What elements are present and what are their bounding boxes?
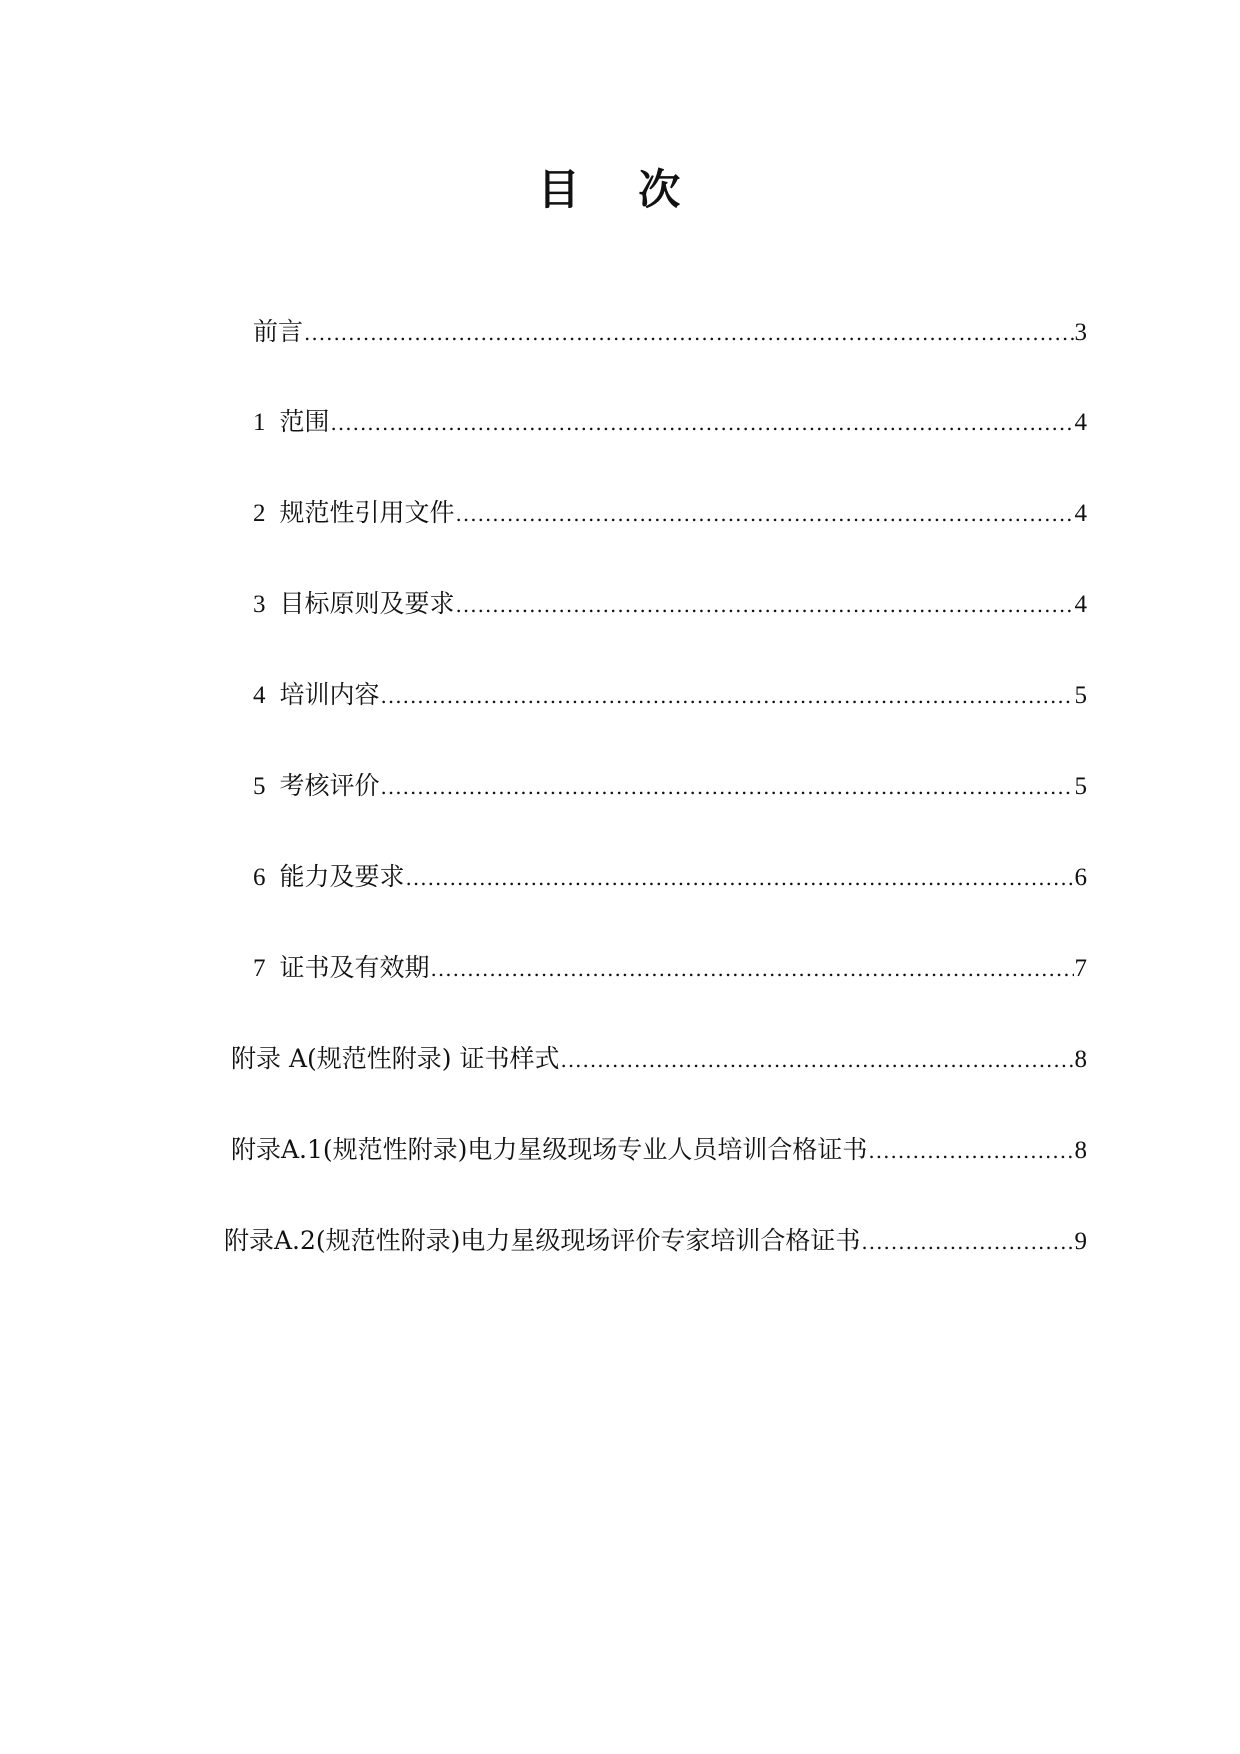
toc-entry-text: 范围 (279, 407, 330, 436)
toc-entry-number: 1 (253, 409, 266, 436)
toc-dot-leader (560, 1042, 1073, 1078)
toc-entry-label (253, 950, 430, 987)
toc-entry-label (253, 586, 455, 623)
toc-entry-4[interactable] (253, 677, 1087, 714)
toc-entry-5[interactable] (253, 768, 1087, 805)
toc-page-number: 7 (1074, 955, 1087, 982)
toc-page-number: 6 (1074, 864, 1087, 891)
toc-dot-leader (456, 587, 1074, 623)
toc-entry-text: 能力及要求 (279, 862, 405, 891)
toc-title: 目 次 (537, 165, 703, 214)
toc-entry-number: 4 (253, 682, 266, 709)
toc-entry-label: 前言 (253, 317, 304, 346)
toc-page-number: 3 (1074, 319, 1087, 346)
toc-entry-text: 目标原则及要求 (279, 589, 455, 618)
toc-entry-label: 附录 A(规范性附录) 证书样式 (231, 1044, 560, 1073)
toc-entry-preface[interactable] (253, 314, 1087, 351)
toc-dot-leader (456, 496, 1074, 532)
toc-dot-leader (381, 678, 1074, 714)
toc-entry-number: 7 (253, 955, 266, 982)
toc-entry-1[interactable] (253, 404, 1087, 441)
toc-page-number: 8 (1074, 1046, 1087, 1073)
toc-page-number: 4 (1074, 591, 1087, 618)
toc-entry-3[interactable] (253, 586, 1087, 623)
toc-entry-label (253, 495, 455, 532)
toc-entry-appendix-a2[interactable] (224, 1223, 1087, 1260)
toc-dot-leader (304, 315, 1073, 351)
toc-entry-label (253, 768, 380, 805)
toc-entry-number: 5 (253, 773, 266, 800)
toc-page-number: 4 (1074, 500, 1087, 527)
toc-entry-number: 2 (253, 500, 266, 527)
toc-entry-label (253, 677, 380, 714)
toc-dot-leader (431, 951, 1074, 987)
toc-entry-7[interactable] (253, 950, 1087, 987)
toc-entry-text: 培训内容 (279, 680, 380, 709)
toc-entry-number: 3 (253, 591, 266, 618)
toc-entry-appendix-a1[interactable] (231, 1132, 1087, 1169)
toc-dot-leader (406, 860, 1074, 896)
toc-entry-label (253, 859, 405, 896)
toc-dot-leader (331, 405, 1074, 441)
toc-page-number: 5 (1074, 773, 1087, 800)
toc-entry-label (253, 404, 330, 441)
toc-page-number: 8 (1074, 1137, 1087, 1164)
toc-dot-leader (861, 1224, 1073, 1260)
toc-page-number: 4 (1074, 409, 1087, 436)
toc-page-number: 5 (1074, 682, 1087, 709)
toc-entry-6[interactable] (253, 859, 1087, 896)
toc-dot-leader (381, 769, 1074, 805)
toc-entry-number: 6 (253, 864, 266, 891)
toc-entry-label: 附录A.2(规范性附录)电力星级现场评价专家培训合格证书 (224, 1226, 861, 1255)
toc-dot-leader (868, 1133, 1073, 1169)
toc-page-number: 9 (1074, 1228, 1087, 1255)
toc-entry-text: 规范性引用文件 (279, 498, 455, 527)
toc-entry-appendix-a[interactable] (231, 1041, 1087, 1078)
toc-entry-2[interactable] (253, 495, 1087, 532)
toc-entry-text: 考核评价 (279, 771, 380, 800)
toc-entry-label: 附录A.1(规范性附录)电力星级现场专业人员培训合格证书 (231, 1135, 868, 1164)
toc-entry-text: 证书及有效期 (279, 953, 430, 982)
